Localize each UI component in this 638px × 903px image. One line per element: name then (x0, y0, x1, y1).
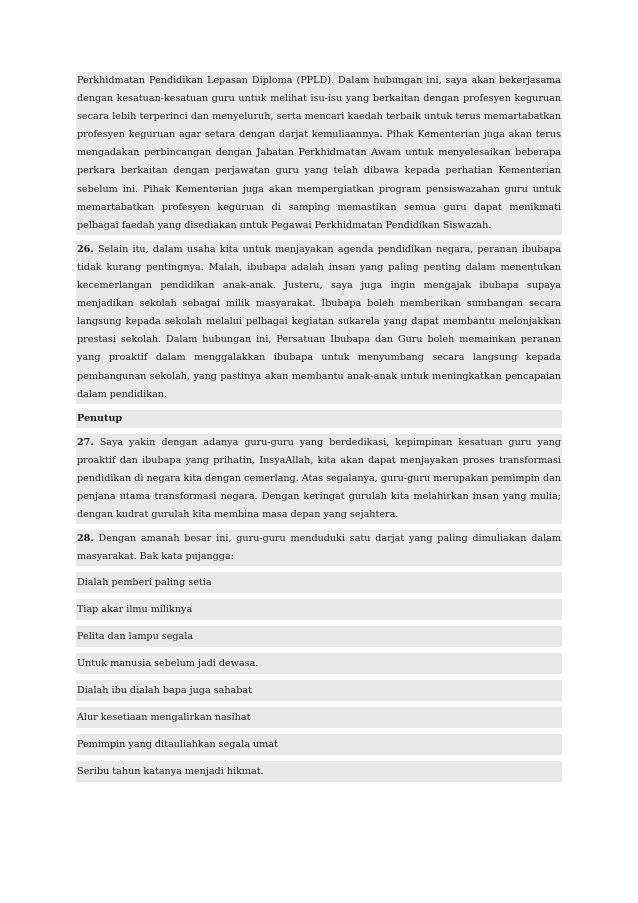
poem-line: Untuk manusia sebelum jadi dewasa. (76, 653, 562, 674)
paragraph-text: Dengan amanah besar ini, guru-guru menduduki satu darjat yang paling dimuliakan dalam masyarakat. Bak kata pujangga: (77, 533, 561, 563)
poem-line: Alur kesetiaan mengalirkan nasihat (76, 707, 562, 728)
paragraph-number: 26. (77, 243, 94, 255)
poem-line: Tiap akar ilmu miliknya (76, 599, 562, 620)
paragraph-28 (76, 530, 562, 566)
poem-line: Pelita dan lampu segala (76, 626, 562, 647)
paragraph-text: Perkhidmatan Pendidikan Lepasan Diploma (PPLD). Dalam hubungan ini, saya akan bekerjasama dengan kesatuan-kesatuan guru untuk melihat isu-isu yang berkaitan dengan profesyen keguruan secara lebih terperinci dan menyeluruh, serta mencari kaedah terbaik untuk terus memartabatkan profesyen keguruan agar setara dengan darjat kemuliaannya. Pihak Kementerian juga akan terus mengadakan perbincangan dengan Jabatan Perkhidmatan Awam untuk menyelesaikan beberapa perkara berkaitan dengan perjawatan guru yang telah dibawa kepada perhatian Kementerian sebelum ini. Pihak Kementerian juga akan mempergiatkan program pensiswazahan guru untuk memartabatkan profesyen keguruan di samping memastikan semua guru dapat menikmati pelbagai faedah yang disediakan untuk Pegawai Perkhidmatan Pendidikan Siswazah. (77, 75, 561, 231)
section-heading: Penutup (76, 410, 562, 428)
poem-line: Seribu tahun katanya menjadi hikmat. (76, 761, 562, 782)
paragraph-26 (76, 241, 562, 404)
paragraph-27 (76, 434, 562, 524)
paragraph-continued (76, 72, 562, 235)
poem-line: Dialah ibu dialah bapa juga sahabat (76, 680, 562, 701)
paragraph-text: Selain itu, dalam usaha kita untuk menjayakan agenda pendidikan negara, peranan ibubapa tidak kurang pentingnya. Malah, ibubapa adalah insan yang paling penting dalam menentukan kecemerlangan pendidikan anak-anak. Justeru, saya juga ingin mengajak ibubapa supaya menjadikan sekolah sebagai milik masyarakat. Ibubapa boleh memberikan sumbangan secara langsung kepada sekolah melalui pelbagai kegiatan sukarela yang dapat membantu melonjakkan prestasi sekolah. Dalam hubungan ini, Persatuan Ibubapa dan Guru boleh memainkan peranan yang proaktif dalam menggalakkan ibubapa untuk menyumbang secara langsung kepada pembangunan sekolah, yang pastinya akan membantu anak-anak untuk meningkatkan pencapaian dalam pendidikan. (77, 243, 561, 400)
document-body (76, 72, 562, 782)
paragraph-number: 28. (77, 533, 94, 545)
paragraph-number: 27. (77, 436, 94, 448)
paragraph-text: Saya yakin dengan adanya guru-guru yang berdedikasi, kepimpinan kesatuan guru yang proaktif dan ibubapa yang prihatin, InsyaAllah, kita akan dapat menjayakan proses transformasi pendidikan di negara kita dengan cemerlang. Atas segalanya, guru-guru merupakan pemimpin dan penjana utama transformasi negara. Dengan keringat gurulah kita melahirkan insan yang mulia; dengan kudrat gurulah kita membina masa depan yang sejahtera. (77, 436, 561, 521)
poem-line: Pemimpin yang ditauliahkan segala umat (76, 734, 562, 755)
poem-line: Dialah pemberi paling setia (76, 572, 562, 593)
